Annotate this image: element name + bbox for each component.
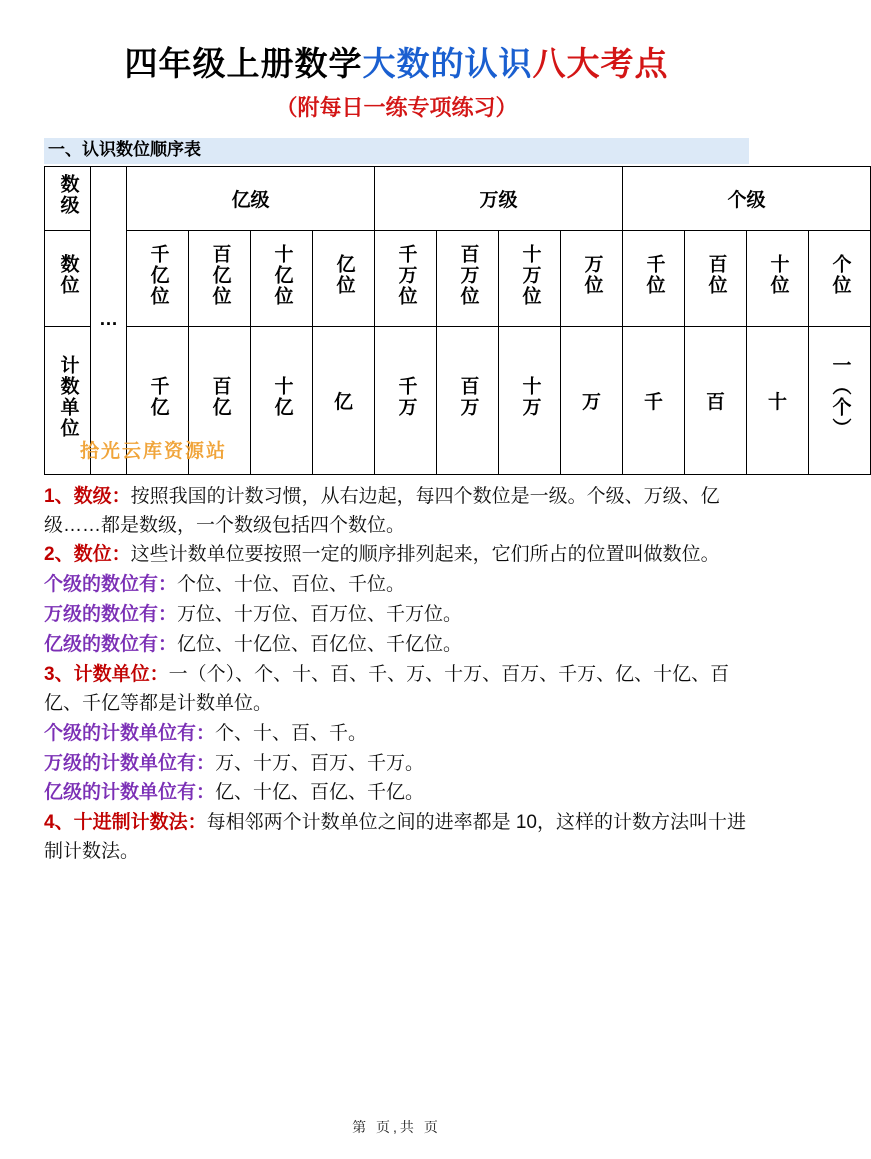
unit-cell: 百万 (437, 326, 499, 474)
unit-cell: 十亿 (251, 326, 313, 474)
note-lead: 个级的计数单位有： (44, 722, 216, 744)
watermark: 拾光云库资源站 (80, 441, 228, 462)
group-wanji: 万级 (375, 166, 623, 230)
note-text: 个位、十位、百位、千位。 (177, 574, 406, 596)
title-part1: 四年级上册数学 (124, 45, 363, 82)
note-lead: 万级的数位有： (44, 604, 178, 626)
section-heading: 一、认识数位顺序表 (44, 138, 749, 164)
unit-cell: 一（个） (809, 326, 871, 474)
notes-body (44, 483, 749, 867)
note-text: 这些计数单位要按照一定的顺序排列起来，它们所占的位置叫做数位。 (130, 544, 720, 566)
unit-cell: 十 (747, 326, 809, 474)
unit-cell: 万 (561, 326, 623, 474)
table-row (45, 326, 871, 474)
digit-order-table (44, 166, 871, 475)
note-text: 亿、十亿、百亿、千亿。 (215, 782, 425, 804)
digit-cell: 千亿位 (127, 230, 189, 326)
group-yiji: 亿级 (127, 166, 375, 230)
note-lead: 3、计数单位： (44, 663, 169, 685)
note-paragraph (44, 483, 749, 541)
note-paragraph (44, 779, 749, 808)
note-paragraph (44, 809, 749, 867)
note-text: 一（个）、个、十、百、千、万、十万、百万、千万、亿、十亿、百亿、千亿等都是计数单位。 (44, 663, 730, 714)
note-lead: 2、数位： (44, 544, 131, 566)
digit-cell: 千位 (623, 230, 685, 326)
digit-cell: 十亿位 (251, 230, 313, 326)
note-lead: 亿级的计数单位有： (44, 782, 216, 804)
note-lead: 亿级的数位有： (44, 634, 178, 656)
digit-cell: 十位 (747, 230, 809, 326)
digit-cell: 万位 (561, 230, 623, 326)
note-paragraph (44, 601, 749, 630)
note-text: 每相邻两个计数单位之间的进率都是 10，这样的计数方法叫十进制计数法。 (44, 812, 746, 863)
note-text: 万、十万、百万、千万。 (215, 752, 425, 774)
page-footer: 第 页,共 页 (352, 1119, 441, 1135)
note-text: 万位、十万位、百万位、千万位。 (177, 604, 463, 626)
digit-cell: 个位 (809, 230, 871, 326)
unit-cell: 千万 (375, 326, 437, 474)
note-lead: 1、数级： (44, 485, 131, 507)
note-paragraph (44, 720, 749, 749)
page-title (44, 38, 749, 85)
unit-cell: 十万 (499, 326, 561, 474)
note-paragraph (44, 541, 749, 570)
row-label-shuji: 数级 (45, 166, 91, 230)
row-label-jishudanwei: 计数单位 (45, 326, 91, 474)
note-text: 个、十、百、千。 (215, 722, 368, 744)
note-text: 按照我国的计数习惯，从右边起，每四个数位是一级。个级、万级、亿级……都是数级，一个数级包括四个数位。 (44, 485, 720, 536)
note-text: 亿位、十亿位、百亿位、千亿位。 (177, 634, 463, 656)
note-paragraph (44, 571, 749, 600)
title-part3: 八大考点 (532, 45, 669, 82)
digit-cell: 十万位 (499, 230, 561, 326)
digit-cell: 亿位 (313, 230, 375, 326)
unit-cell: 百亿 (189, 326, 251, 474)
digit-cell: 百位 (685, 230, 747, 326)
unit-cell: 亿 (313, 326, 375, 474)
note-lead: 个级的数位有： (44, 574, 178, 596)
digit-cell: 百亿位 (189, 230, 251, 326)
note-paragraph (44, 750, 749, 779)
row-label-shuwei: 数位 (45, 230, 91, 326)
digit-cell: 百万位 (437, 230, 499, 326)
table-row (45, 166, 871, 230)
unit-cell: 千 (623, 326, 685, 474)
note-paragraph (44, 661, 749, 719)
unit-cell: 百 (685, 326, 747, 474)
title-part2: 大数的认识 (362, 45, 533, 82)
note-lead: 万级的计数单位有： (44, 752, 216, 774)
page-subtitle: （附每日一练专项练习） (275, 95, 518, 120)
digit-cell: 千万位 (375, 230, 437, 326)
ellipsis-cell-1: … (91, 166, 127, 474)
note-paragraph (44, 631, 749, 660)
note-lead: 4、十进制计数法： (44, 812, 207, 834)
group-geji: 个级 (623, 166, 871, 230)
document-page (0, 38, 851, 1159)
unit-cell: 千亿 (127, 326, 189, 474)
table-row (45, 230, 871, 326)
